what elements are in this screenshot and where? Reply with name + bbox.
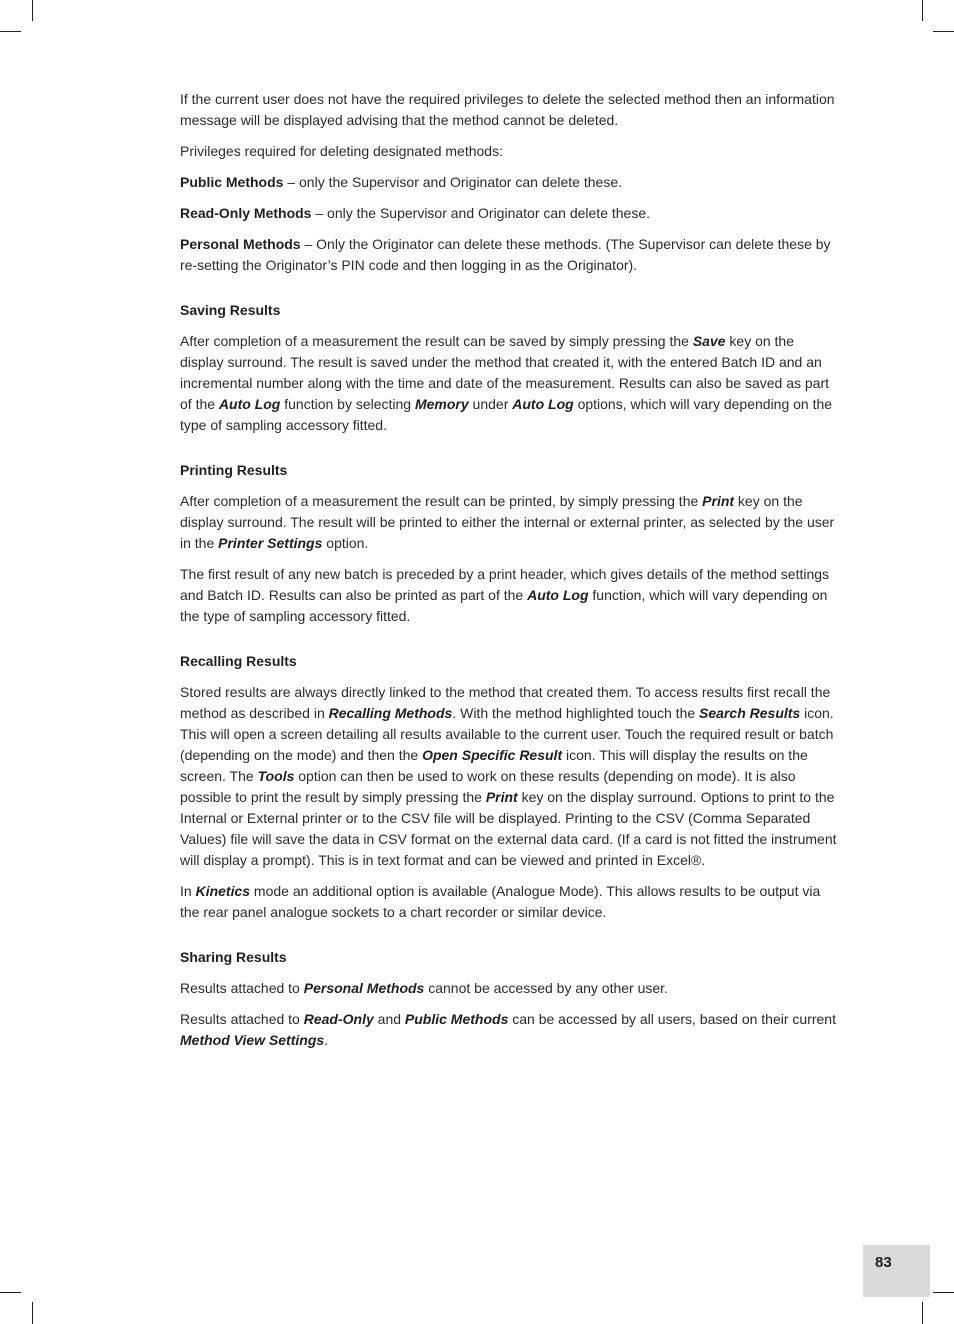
crop-mark xyxy=(933,31,954,32)
recalling-results-heading: Recalling Results xyxy=(180,653,297,669)
intro-paragraph: If the current user does not have the required privileges to delete the selected method then an information message will be displayed advising that the method cannot be deleted. xyxy=(180,91,835,128)
readonly-methods-term: Read-Only Methods xyxy=(180,205,312,221)
privileges-paragraph: Privileges required for deleting designated methods: xyxy=(180,143,503,159)
public-methods-term: Public Methods xyxy=(180,174,284,190)
crop-mark xyxy=(0,1292,21,1293)
sharing-personal-paragraph: Results attached to Personal Methods cannot be accessed by any other user. xyxy=(180,980,668,996)
page-number: 83 xyxy=(875,1254,892,1271)
printing-results-heading: Printing Results xyxy=(180,462,288,478)
page-number-box xyxy=(863,1245,930,1297)
crop-mark xyxy=(0,31,21,32)
readonly-methods-paragraph: Read-Only Methods – only the Supervisor and Originator can delete these. xyxy=(180,205,651,221)
personal-methods-term: Personal Methods xyxy=(180,236,301,252)
kinetics-paragraph: In Kinetics mode an additional option is available (Analogue Mode). This allows results to be output via the rear panel analogue sockets to a chart recorder or similar device. xyxy=(180,883,821,920)
print-header-paragraph: The first result of any new batch is preceded by a print header, which gives details of the method settings and Batch ID. Results can also be printed as part of the Auto Log function, which will vary depending on the type of sampling accessory fitted. xyxy=(180,566,830,624)
crop-mark xyxy=(933,1292,954,1293)
crop-mark xyxy=(922,1302,923,1324)
page-content xyxy=(180,89,840,1061)
crop-mark xyxy=(922,0,923,21)
public-methods-paragraph: Public Methods – only the Supervisor and Originator can delete these. xyxy=(180,174,622,190)
sharing-public-paragraph: Results attached to Read-Only and Public Methods can be accessed by all users, based on their current Method View Settings. xyxy=(180,1011,836,1048)
personal-methods-paragraph: Personal Methods – Only the Originator can delete these methods. (The Supervisor can delete these by re-setting the Originator’s PIN code and then logging in as the Originator). xyxy=(180,236,831,273)
crop-mark xyxy=(32,1302,33,1324)
printing-results-paragraph: After completion of a measurement the result can be printed, by simply pressing the Print key on the display surround. The result will be printed to either the internal or external printer, as selected by the user in the Printer Settings option. xyxy=(180,493,835,551)
saving-results-heading: Saving Results xyxy=(180,302,281,318)
crop-mark xyxy=(32,0,33,21)
sharing-results-heading: Sharing Results xyxy=(180,949,287,965)
saving-results-paragraph: After completion of a measurement the result can be saved by simply pressing the Save key on the display surround. The result is saved under the method that created it, with the entered Batch ID and an incremental number along with the time and date of the measurement. Results can also be saved as part of the Auto Log function by selecting Memory under Auto Log options, which will vary depending on the type of sampling accessory fitted. xyxy=(180,333,833,433)
recalling-results-paragraph: Stored results are always directly linked to the method that created them. To access results first recall the method as described in Recalling Methods. With the method highlighted touch the Search Results icon. This will open a screen detailing all results available to the current user. Touch the required result or batch (depending on the mode) and then the Open Specific Result icon. This will display the results on the screen. The Tools option can then be used to work on these results (depending on mode). It is also possible to print the result by simply pressing the Print key on the display surround. Options to print to the Internal or External printer or to the CSV file will be displayed. Printing to the CSV (Comma Separated Values) file will save the data in CSV format on the external data card. (If a card is not fitted the instrument will display a prompt). This is in text format and can be viewed and printed in Excel®. xyxy=(180,684,837,868)
